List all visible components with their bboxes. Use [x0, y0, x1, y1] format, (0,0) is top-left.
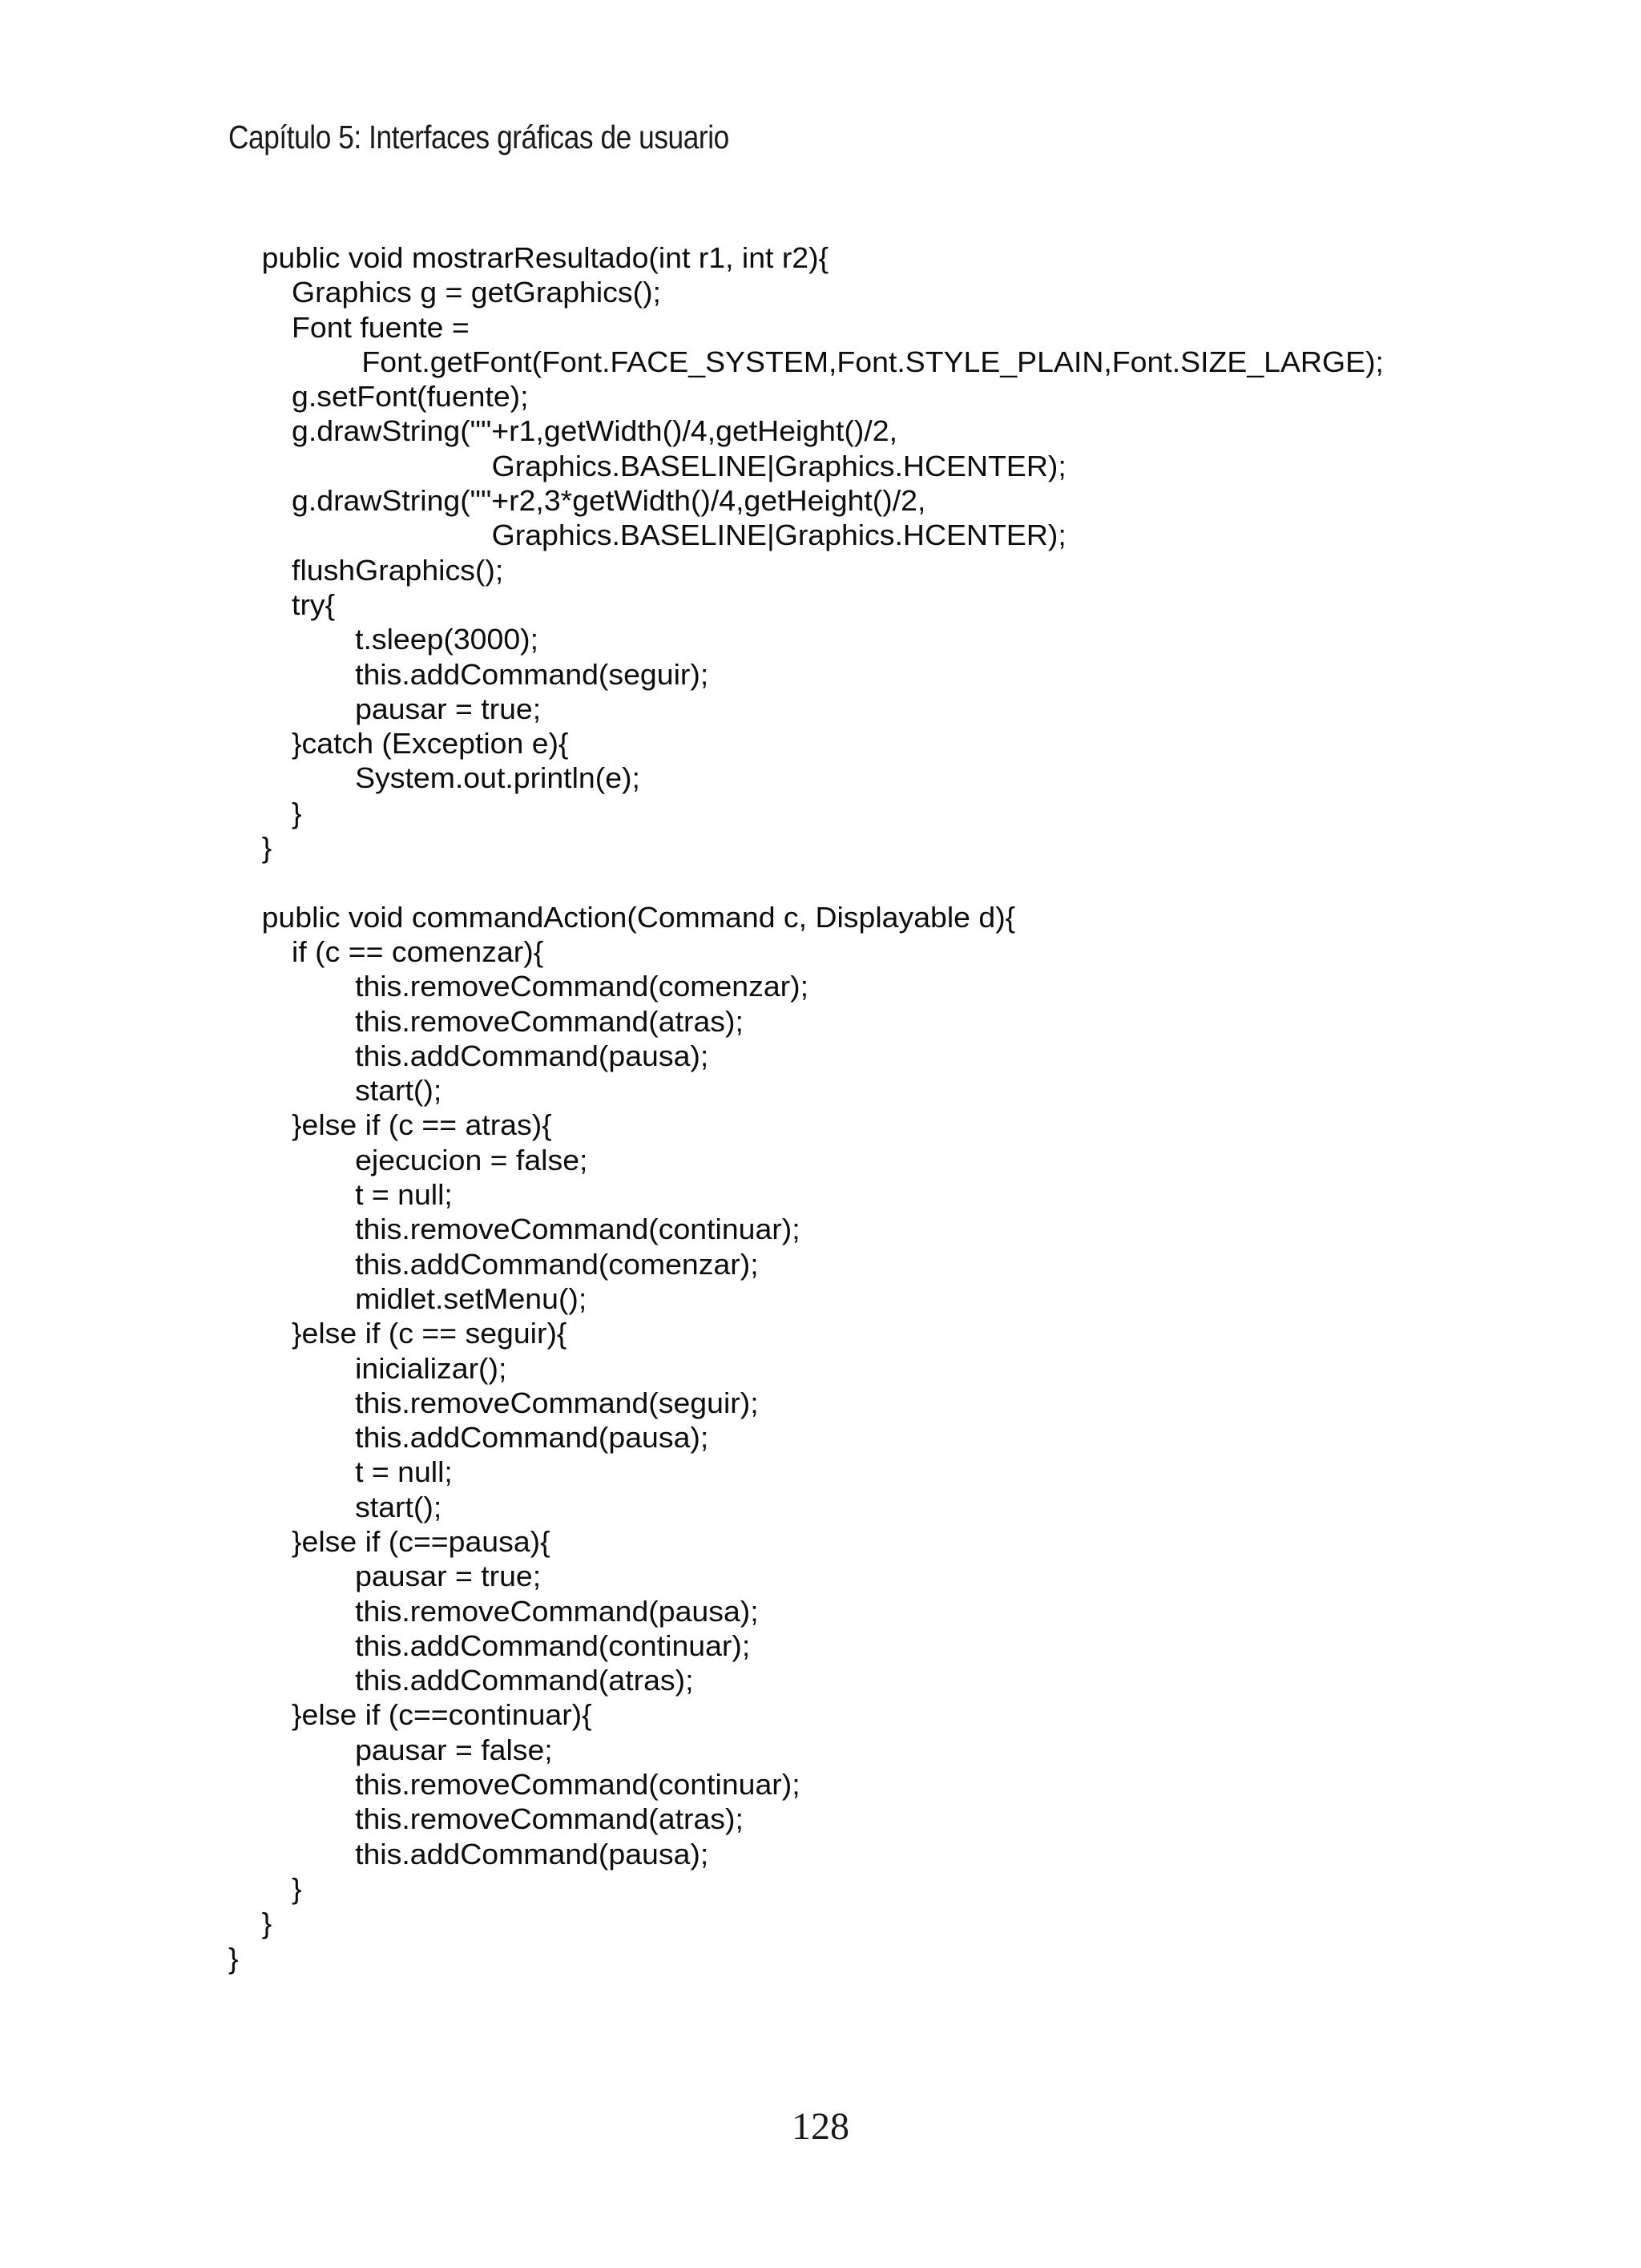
code-line: this.removeCommand(continuar); — [355, 1768, 800, 1802]
code-line: public void commandAction(Command c, Displayable d){ — [261, 900, 1016, 934]
code-line: }else if (c==pausa){ — [292, 1524, 550, 1558]
code-line — [228, 865, 1641, 899]
code-line: t = null; — [355, 1455, 453, 1489]
code-line: if (c == comenzar){ — [292, 934, 544, 968]
code-line: g.drawString(""+r2,3*getWidth()/4,getHeight()/2, — [292, 484, 926, 518]
code-line: t = null; — [355, 1178, 453, 1212]
code-line: pausar = true; — [355, 1560, 542, 1593]
code-line: this.removeCommand(seguir); — [355, 1386, 759, 1419]
code-line: this.addCommand(pausa); — [355, 1837, 709, 1870]
code-line: }else if (c == seguir){ — [292, 1317, 567, 1350]
code-line: inicializar(); — [355, 1351, 507, 1385]
code-line: this.removeCommand(continuar); — [355, 1213, 800, 1246]
code-line: ejecucion = false; — [355, 1143, 588, 1176]
code-line: } — [292, 796, 302, 829]
code-line: Graphics.BASELINE|Graphics.HCENTER); — [491, 449, 1066, 482]
page-number: 128 — [792, 2105, 849, 2148]
code-line: this.removeCommand(pausa); — [355, 1594, 759, 1628]
code-line: this.removeCommand(comenzar); — [355, 970, 809, 1003]
code-line: }else if (c == atras){ — [292, 1108, 552, 1142]
code-line: g.setFont(fuente); — [292, 380, 529, 414]
code-line: this.addCommand(seguir); — [355, 657, 709, 691]
code-line: this.addCommand(pausa); — [355, 1421, 709, 1455]
code-line: }catch (Exception e){ — [292, 727, 569, 761]
code-line: Font.getFont(Font.FACE_SYSTEM,Font.STYLE_PLAIN,Font.SIZE_LARGE); — [361, 345, 1384, 378]
code-line: } — [292, 1871, 302, 1905]
code-line: } — [261, 831, 272, 865]
code-line: this.addCommand(continuar); — [355, 1628, 751, 1662]
code-line: try{ — [292, 587, 336, 621]
code-line: Graphics.BASELINE|Graphics.HCENTER); — [491, 519, 1066, 552]
code-listing — [228, 240, 1591, 1975]
code-line: this.addCommand(pausa); — [355, 1039, 709, 1072]
code-line: } — [261, 1907, 272, 1940]
code-line: midlet.setMenu(); — [355, 1281, 587, 1315]
code-line: public void mostrarResultado(int r1, int r2){ — [261, 241, 829, 274]
code-line: g.drawString(""+r1,getWidth()/4,getHeight()/2, — [292, 414, 897, 448]
code-line: System.out.println(e); — [355, 761, 640, 795]
code-line: pausar = true; — [355, 692, 542, 725]
code-line: this.removeCommand(atras); — [355, 1004, 744, 1038]
code-line: }else if (c==continuar){ — [292, 1698, 592, 1732]
code-line: this.addCommand(comenzar); — [355, 1247, 759, 1281]
code-line: start(); — [355, 1490, 442, 1523]
code-line: Graphics g = getGraphics(); — [292, 276, 661, 309]
running-header: Capítulo 5: Interfaces gráficas de usuario — [228, 119, 729, 155]
code-line: flushGraphics(); — [292, 553, 504, 587]
code-line: this.addCommand(atras); — [355, 1664, 694, 1697]
code-line: t.sleep(3000); — [355, 623, 539, 656]
code-line: start(); — [355, 1074, 442, 1108]
code-line: this.removeCommand(atras); — [355, 1802, 744, 1836]
code-line: pausar = false; — [355, 1733, 553, 1766]
code-line: } — [228, 1941, 239, 1975]
code-line: Font fuente = — [292, 310, 470, 344]
